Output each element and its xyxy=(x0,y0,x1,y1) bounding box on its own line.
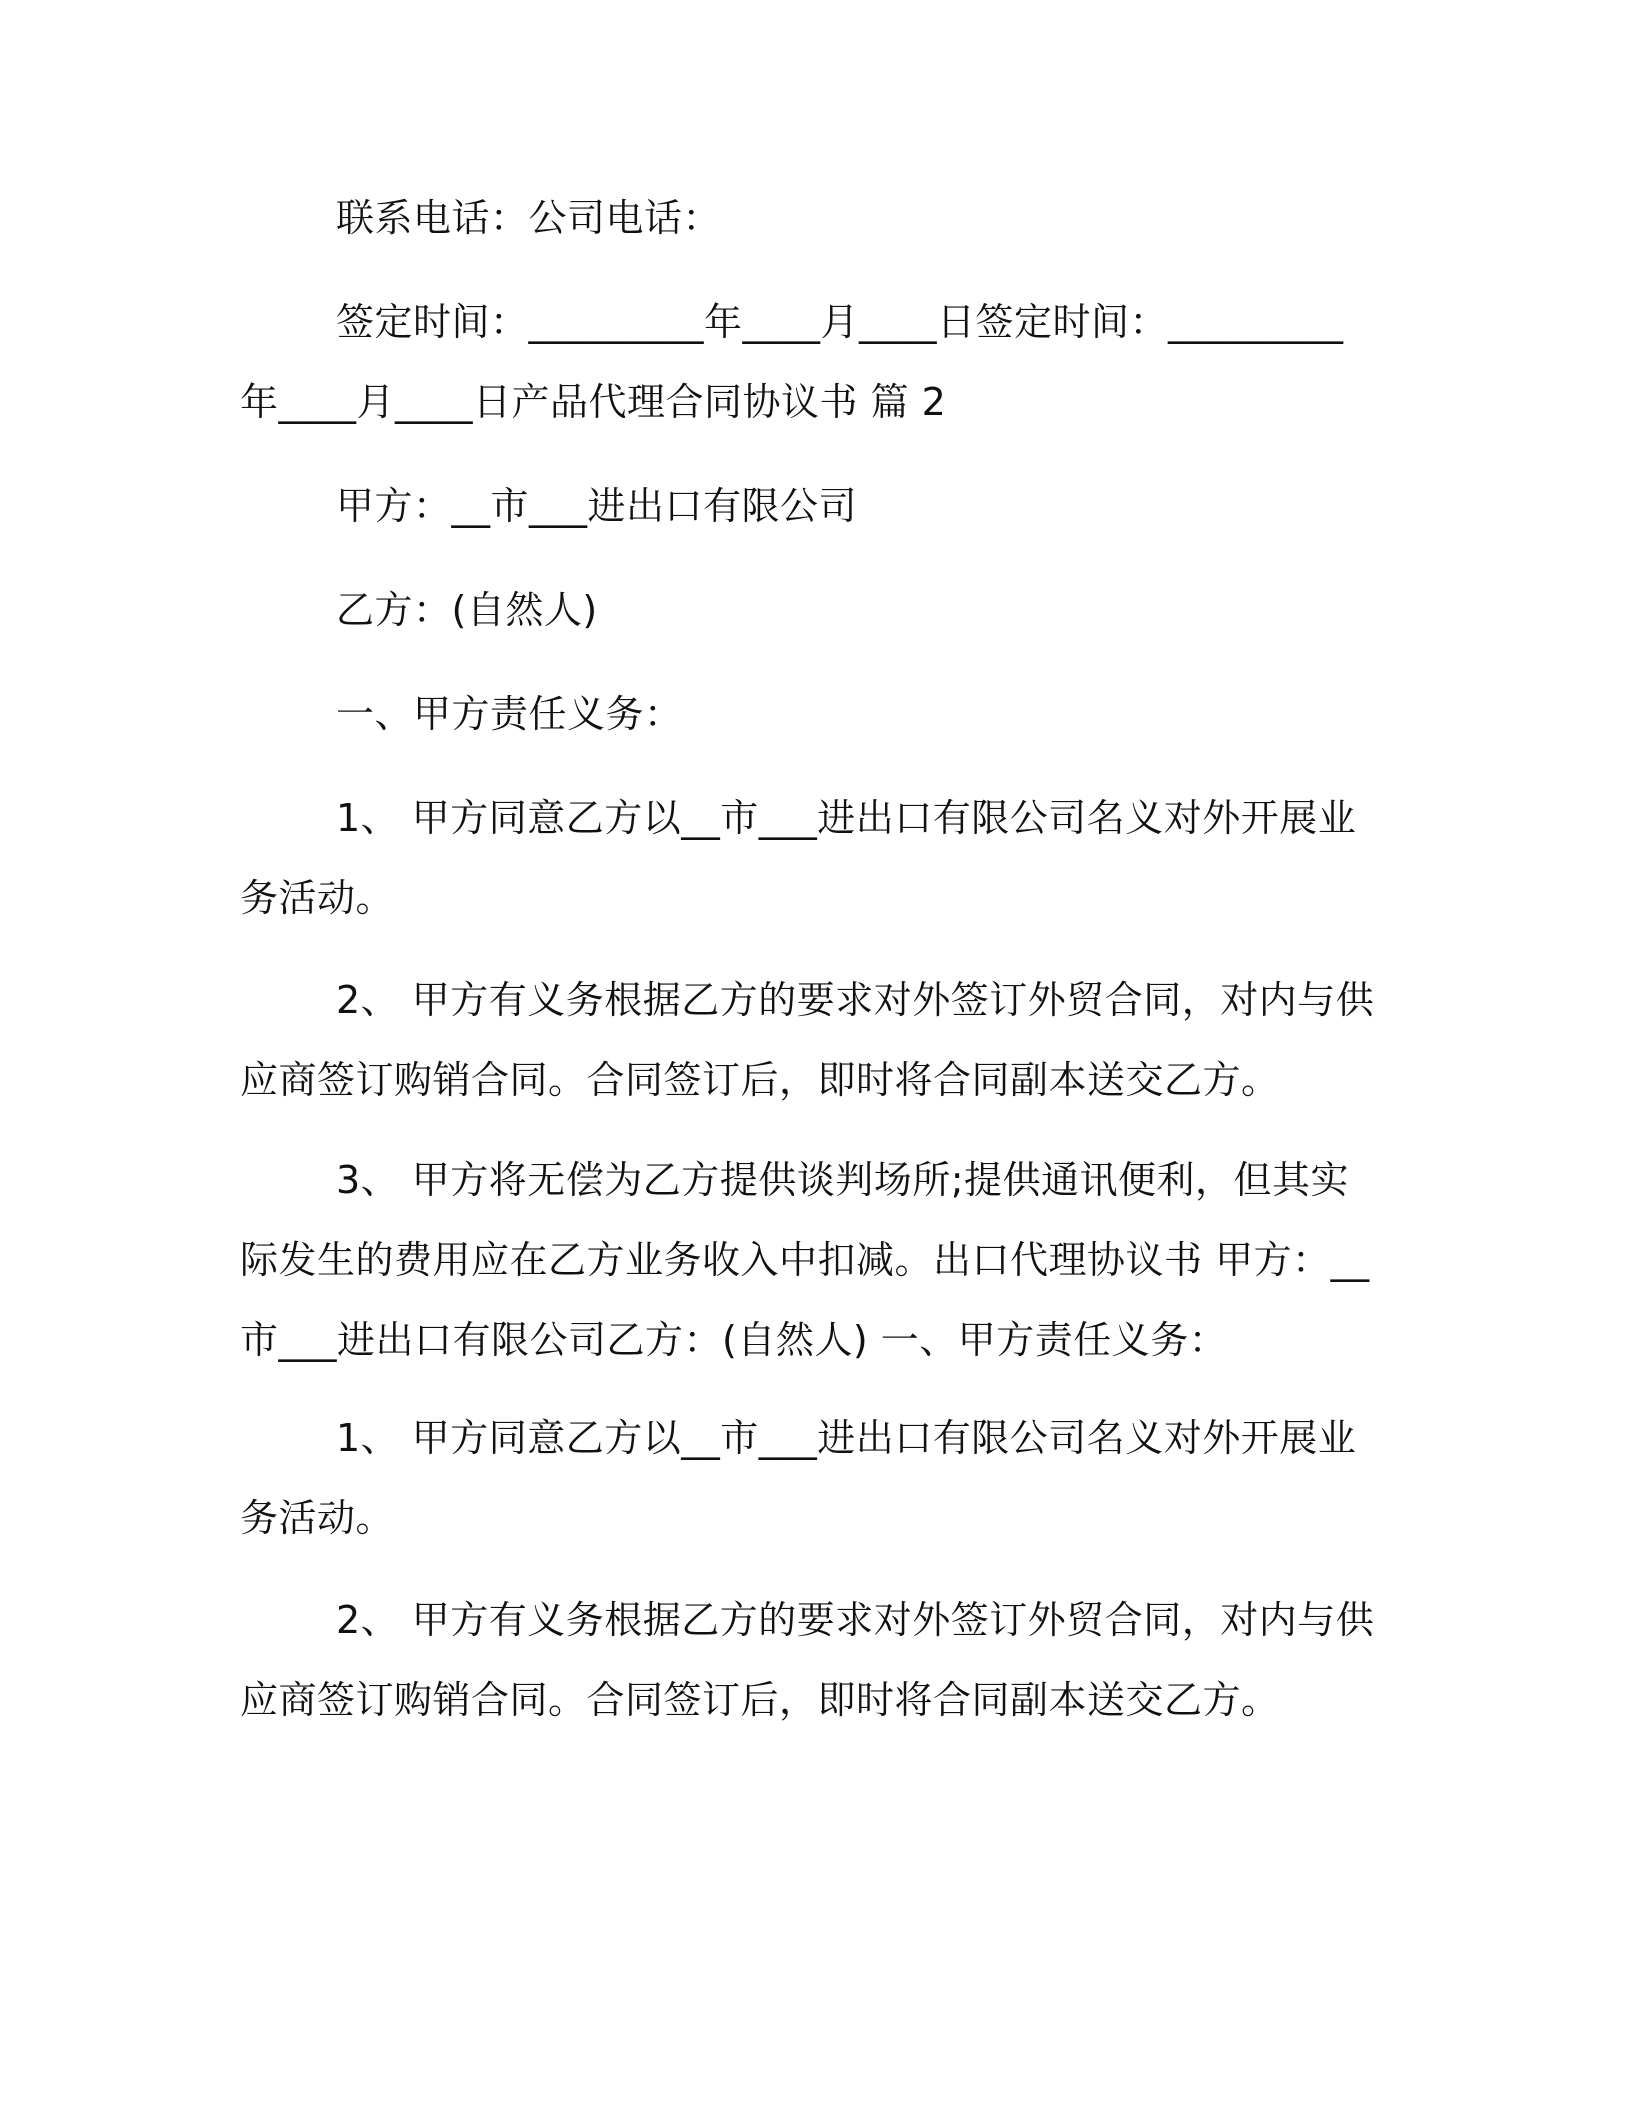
clause-1-repeat: 1、 甲方同意乙方以__市___进出口有限公司名义对外开展业务活动。 xyxy=(240,1416,1357,1540)
clause-2: 2、 甲方有义务根据乙方的要求对外签订外贸合同，对内与供应商签订购销合同。合同签订后，即时将合同副本送交乙方。 xyxy=(240,978,1375,1102)
clause-1: 1、 甲方同意乙方以__市___进出口有限公司名义对外开展业务活动。 xyxy=(240,796,1357,920)
clause-2-repeat: 2、 甲方有义务根据乙方的要求对外签订外贸合同，对内与供应商签订购销合同。合同签订后，即时将合同副本送交乙方。 xyxy=(240,1598,1375,1722)
clause-3: 3、 甲方将无偿为乙方提供谈判场所;提供通讯便利，但其实际发生的费用应在乙方业务收入中扣减。出口代理协议书 甲方：__市___进出口有限公司乙方：(自然人) 一、甲方责任义务： xyxy=(240,1158,1370,1362)
party-b-line: 乙方：(自然人) xyxy=(336,588,598,632)
signing-date-line: 签定时间：_________年____月____日签定时间：_________年____月____日产品代理合同协议书 篇 2 xyxy=(240,300,1344,424)
party-a-line: 甲方：__市___进出口有限公司 xyxy=(336,484,858,528)
section-heading: 一、甲方责任义务： xyxy=(336,692,683,736)
contact-phone-line: 联系电话：公司电话： xyxy=(336,196,722,240)
